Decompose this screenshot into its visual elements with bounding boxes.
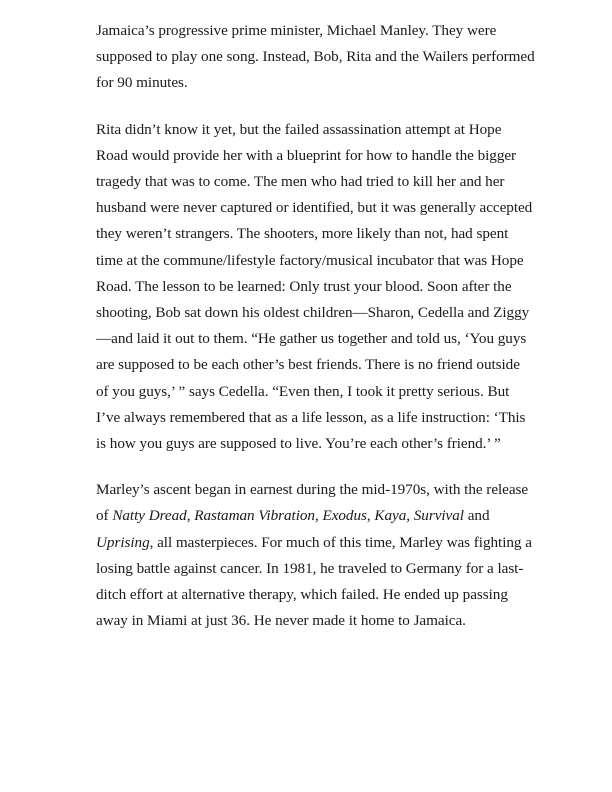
paragraph-text: , <box>406 507 414 525</box>
album-title: Uprising <box>96 533 150 551</box>
album-title: Kaya <box>374 507 407 525</box>
paragraph-text: and <box>463 507 490 525</box>
album-title: Rastaman Vibration <box>194 507 315 525</box>
album-title: Natty Dread <box>112 507 187 525</box>
paragraph-text: Marley’s ascent began in earnest during the mid-1970s, with the release of <box>96 481 529 525</box>
paragraph-text: Jamaica’s progressive prime minister, Michael Manley. They were supposed to play one song. Instead, Bob, Rita and the Wailers performed for 90 minutes. <box>96 22 535 92</box>
paragraph-text: , <box>314 507 323 525</box>
album-title: Survival <box>413 507 464 525</box>
paragraph-text: Rita didn’t know it yet, but the failed assassination attempt at Hope Road would provide her with a blueprint for how to handle the bigger tragedy that was to come. The men who had tried to kill her and her husband were never captured or identified, but it was generally accepted they weren’t strangers. The shooters, more likely than not, had spent time at the commune/lifestyle factory/musical incubator that was Hope Road. The lesson to be learned: Only trust your blood. Soon after the shooting, Bob sat down his oldest children—Sharon, Cedella and Ziggy—and laid it out to them. “He gather us together and told us, ‘You guys are supposed to be each other’s best friends. There is no friend outside of you guys,’ ” says Cedella. “Even then, I took it pretty serious. But I’ve always remembered that as a life lesson, as a life instruction: ‘This is how you guys are supposed to live. You’re each other’s friend.’ ” <box>96 120 533 453</box>
album-title: Exodus <box>322 507 367 525</box>
paragraph-text: , all masterpieces. For much of this time, Marley was fighting a losing battle against cancer. In 1981, he traveled to Germany for a last-ditch effort at alternative therapy, which failed. He ended up passing away in Miami at just 36. He never made it home to Jamaica. <box>96 533 532 630</box>
paragraph-text: , <box>186 507 195 525</box>
paragraph <box>96 18 536 97</box>
paragraph <box>96 117 536 458</box>
article-body <box>96 18 536 654</box>
paragraph-text: , <box>366 507 375 525</box>
paragraph <box>96 477 536 634</box>
